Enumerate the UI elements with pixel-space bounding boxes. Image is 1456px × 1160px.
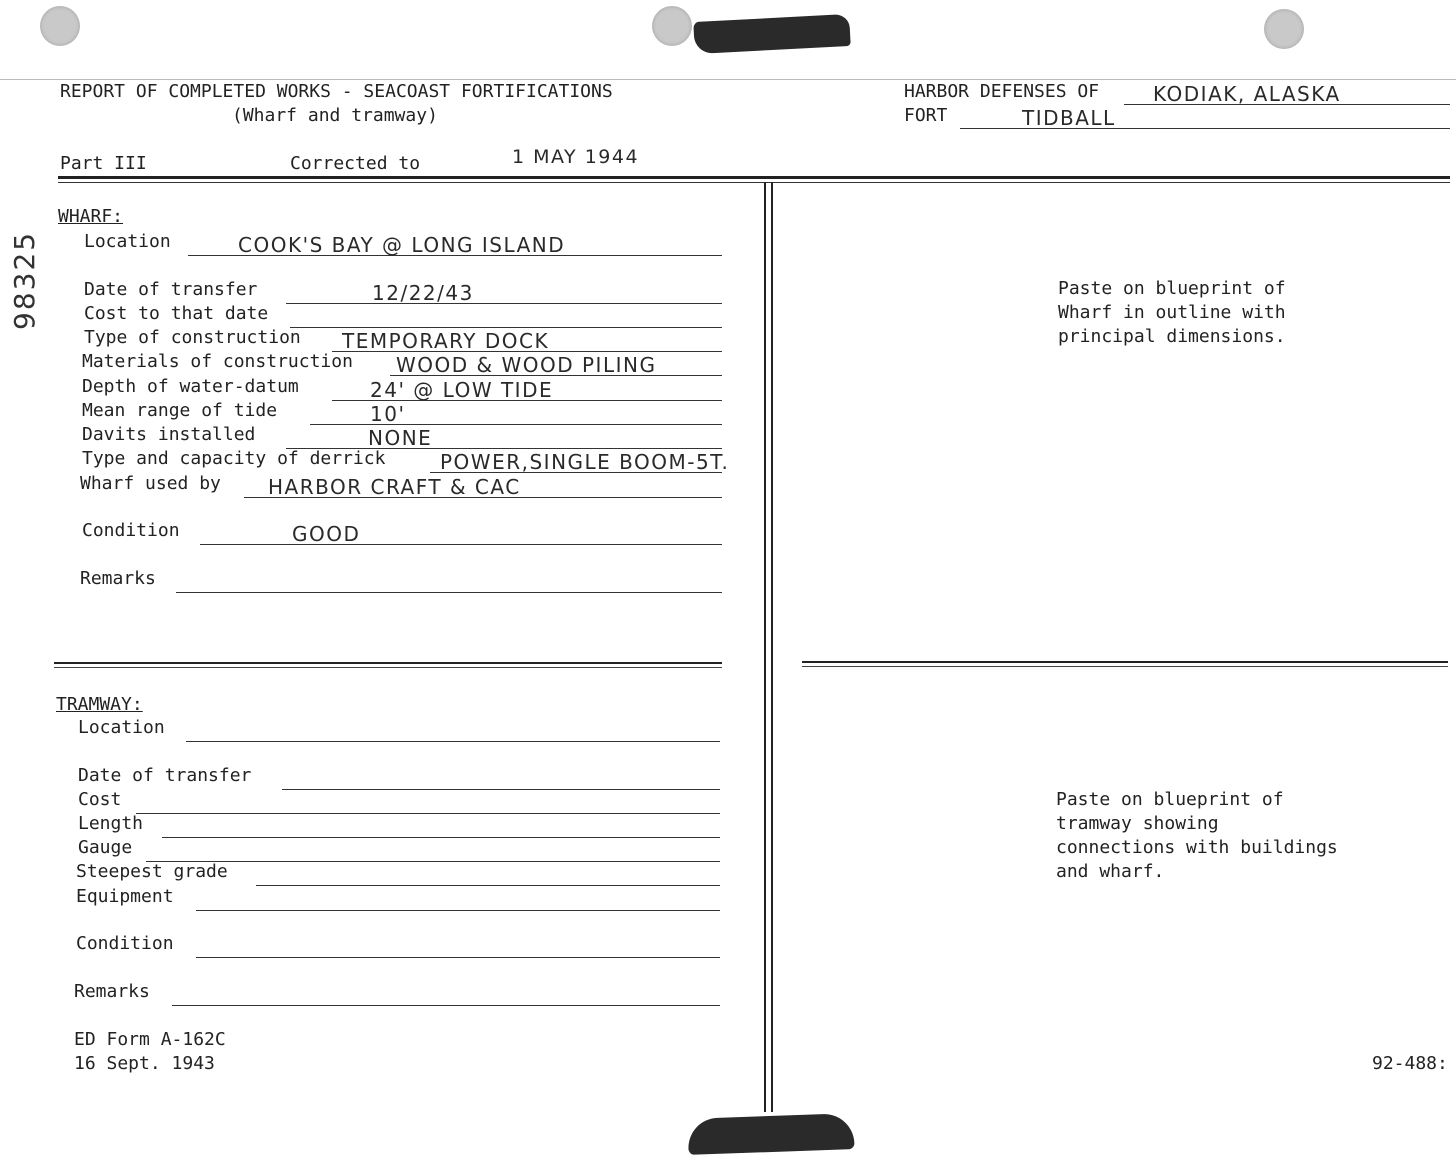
tramway-remarks-label: Remarks: [74, 981, 150, 1002]
wharf-mean-range-of-tide-label: Mean range of tide: [82, 400, 278, 421]
wharf-davits-installed-label: Davits installed: [82, 424, 256, 445]
wharf-type-of-construction-value: TEMPORARY DOCK: [342, 329, 550, 353]
tramway-cost-field[interactable]: [136, 813, 720, 814]
wharf-date-of-transfer-label: Date of transfer: [84, 279, 258, 300]
wharf-location-value: COOK'S BAY @ LONG ISLAND: [238, 233, 566, 257]
wharf-type-and-capacity-of-derrick-label: Type and capacity of derrick: [82, 448, 386, 469]
tramway-steepest-grade-label: Steepest grade: [76, 861, 228, 882]
secret-stamp-bottom: [687, 1113, 854, 1155]
tramway-heading: TRAMWAY:: [56, 694, 143, 715]
tramway-paste-note: Paste on blueprint of tramway showing connections with buildings and wharf.: [1056, 789, 1338, 882]
wharf-type-of-construction-label: Type of construction: [84, 327, 301, 348]
wharf-wharf-used-by-value: HARBOR CRAFT & CAC: [268, 475, 521, 499]
wharf-paste-note: Paste on blueprint of Wharf in outline with principal dimensions.: [1058, 278, 1286, 347]
harbor-defenses-value: KODIAK, ALASKA: [1153, 82, 1341, 106]
fort-label: FORT: [904, 105, 948, 126]
form-date: 16 Sept. 1943: [74, 1053, 215, 1074]
wharf-depth-of-water-datum-label: Depth of water-datum: [82, 376, 299, 397]
wharf-date-of-transfer-value: 12/22/43: [372, 281, 474, 305]
tramway-cost-label: Cost: [78, 789, 122, 810]
punch-hole-right: [1264, 9, 1304, 49]
wharf-cost-to-that-date-label: Cost to that date: [84, 303, 269, 324]
tramway-equipment-field[interactable]: [196, 910, 720, 911]
tramway-steepest-grade-field[interactable]: [256, 885, 720, 886]
report-subtitle: (Wharf and tramway): [232, 105, 438, 126]
punch-hole-center: [652, 6, 692, 46]
tramway-date-of-transfer-label: Date of transfer: [78, 765, 252, 786]
wharf-condition-value: GOOD: [292, 522, 361, 546]
tramway-condition-field[interactable]: [196, 957, 720, 958]
fort-value: TIDBALL: [1022, 106, 1116, 130]
wharf-remarks-label: Remarks: [80, 568, 156, 589]
wharf-davits-installed-value: NONE: [368, 426, 433, 450]
secret-stamp-top: [693, 14, 850, 54]
wharf-wharf-used-by-label: Wharf used by: [80, 473, 221, 494]
wharf-date-of-transfer-field[interactable]: [286, 303, 722, 304]
report-title: REPORT OF COMPLETED WORKS - SEACOAST FORTIFICATIONS: [60, 81, 613, 102]
tramway-condition-label: Condition: [76, 933, 174, 954]
vertical-divider: [764, 182, 766, 1112]
wharf-mean-range-of-tide-value: 10': [370, 402, 406, 426]
tramway-date-of-transfer-field[interactable]: [282, 789, 720, 790]
tramway-location-field[interactable]: [186, 741, 720, 742]
wharf-depth-of-water-datum-value: 24' @ LOW TIDE: [370, 378, 554, 402]
side-number: 98325: [8, 230, 41, 330]
corrected-to-label: Corrected to: [290, 153, 421, 174]
wharf-heading: WHARF:: [58, 206, 124, 227]
wharf-cost-to-that-date-field[interactable]: [290, 327, 722, 328]
tramway-gauge-field[interactable]: [146, 861, 720, 862]
part-label: Part III: [60, 153, 147, 174]
form-id: ED Form A-162C: [74, 1029, 226, 1050]
wharf-materials-of-construction-label: Materials of construction: [82, 351, 353, 372]
wharf-type-and-capacity-of-derrick-value: POWER,SINGLE BOOM-5T.: [440, 450, 730, 474]
corrected-to-value: 1 MAY 1944: [512, 146, 640, 168]
document-number: 92-488:: [1372, 1053, 1448, 1074]
wharf-location-label: Location: [84, 231, 171, 252]
wharf-condition-label: Condition: [82, 520, 180, 541]
tramway-remarks-field[interactable]: [172, 1005, 720, 1006]
wharf-remarks-field[interactable]: [176, 592, 722, 593]
tramway-location-label: Location: [78, 717, 165, 738]
tramway-gauge-label: Gauge: [78, 837, 133, 858]
wharf-materials-of-construction-value: WOOD & WOOD PILING: [396, 353, 657, 377]
tramway-length-label: Length: [78, 813, 144, 834]
tramway-equipment-label: Equipment: [76, 886, 174, 907]
harbor-defenses-label: HARBOR DEFENSES OF: [904, 81, 1100, 102]
tramway-length-field[interactable]: [162, 837, 720, 838]
wharf-condition-field[interactable]: [200, 544, 722, 545]
punch-hole-left: [40, 6, 80, 46]
